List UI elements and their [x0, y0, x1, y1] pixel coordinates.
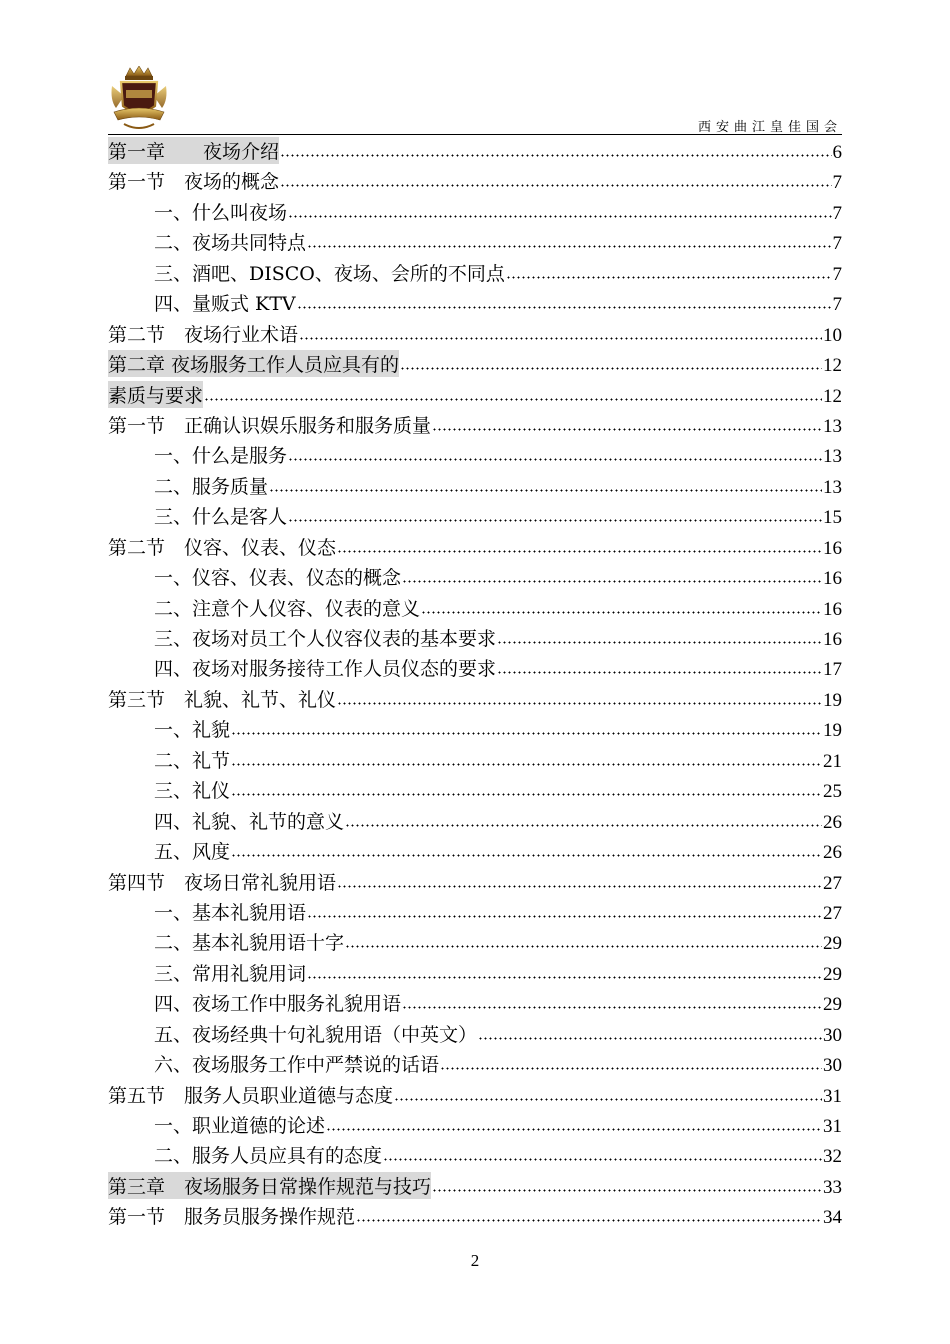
dot-leader: [497, 626, 822, 645]
toc-entry-page: 12: [823, 355, 842, 377]
dot-leader: [307, 961, 822, 980]
toc-entry[interactable]: [108, 654, 842, 684]
dot-leader: [497, 656, 822, 675]
toc-entry[interactable]: [108, 137, 842, 167]
toc-entry-page: 21: [823, 750, 842, 772]
toc-entry-title: 二、服务质量: [154, 475, 269, 498]
toc-entry-page: 31: [823, 1085, 842, 1107]
toc-entry[interactable]: [108, 685, 842, 715]
dot-leader: [402, 991, 822, 1010]
toc-entry-page: 13: [823, 415, 842, 437]
toc-entry[interactable]: [108, 472, 842, 502]
toc-entry[interactable]: [108, 1202, 842, 1232]
toc-entry-page: 31: [823, 1116, 842, 1137]
toc-entry-title: 四、夜场工作中服务礼貌用语: [154, 993, 402, 1016]
toc-entry[interactable]: [108, 898, 842, 928]
toc-entry-page: 29: [823, 963, 842, 985]
toc-entry-title: 第二章 夜场服务工作人员应具有的: [108, 350, 399, 377]
toc-entry-page: 16: [823, 629, 842, 650]
dot-leader: [402, 565, 822, 584]
dot-leader: [478, 1022, 822, 1041]
toc-entry-title: 第一节 夜场的概念: [108, 171, 280, 194]
toc-entry-title: 第二节 夜场行业术语: [108, 323, 299, 346]
toc-entry[interactable]: [108, 868, 842, 898]
dot-leader: [280, 139, 831, 158]
toc-entry[interactable]: [108, 289, 842, 319]
toc-entry[interactable]: [108, 1081, 842, 1111]
dot-leader: [231, 839, 822, 858]
toc-entry[interactable]: [108, 441, 842, 471]
toc-entry-page: 17: [823, 659, 842, 681]
toc-entry[interactable]: [108, 1172, 842, 1202]
dot-leader: [432, 1174, 822, 1193]
toc-entry-title: 一、仪容、仪表、仪态的概念: [154, 567, 402, 590]
dot-leader: [288, 443, 822, 462]
dot-leader: [421, 596, 822, 615]
toc-entry-page: 7: [832, 263, 842, 285]
dot-leader: [299, 322, 822, 341]
toc-entry[interactable]: [108, 533, 842, 563]
dot-leader: [506, 261, 832, 280]
toc-entry[interactable]: [108, 776, 842, 806]
toc-entry-title: 第一节 服务员服务操作规范: [108, 1206, 356, 1229]
dot-leader: [297, 291, 832, 310]
dot-leader: [280, 169, 831, 188]
toc-entry-title: 一、礼貌: [154, 719, 231, 742]
dot-leader: [337, 687, 822, 706]
toc-entry-page: 27: [823, 902, 842, 924]
dot-leader: [326, 1113, 822, 1132]
toc-entry-title: 三、夜场对员工个人仪容仪表的基本要求: [154, 628, 497, 650]
toc-entry-page: 29: [823, 933, 842, 955]
dot-leader: [345, 809, 822, 828]
toc-entry-page: 13: [823, 476, 842, 498]
toc-entry-page: 13: [823, 446, 842, 468]
toc-entry-title: 二、礼节: [154, 749, 231, 772]
dot-leader: [337, 535, 822, 554]
toc-entry[interactable]: [108, 1141, 842, 1171]
toc-entry-title: 二、注意个人仪容、仪表的意义: [154, 597, 421, 620]
dot-leader: [345, 930, 822, 949]
toc-entry-title: 二、基本礼貌用语十字: [154, 932, 345, 955]
toc-entry[interactable]: [108, 198, 842, 228]
toc-entry[interactable]: [108, 228, 842, 258]
toc-entry-page: 12: [823, 385, 842, 407]
toc-entry[interactable]: [108, 928, 842, 958]
toc-entry-title: 素质与要求: [108, 381, 203, 408]
toc-entry[interactable]: [108, 989, 842, 1019]
toc-entry[interactable]: [108, 715, 842, 745]
toc-entry[interactable]: [108, 807, 842, 837]
toc-entry-page: 16: [823, 598, 842, 620]
table-of-contents: [108, 137, 842, 1233]
dot-leader: [307, 900, 822, 919]
toc-entry[interactable]: [108, 837, 842, 867]
toc-entry-title: 第五节 服务人员职业道德与态度: [108, 1084, 394, 1107]
toc-entry-title: 五、夜场经典十句礼貌用语（中英文）: [154, 1023, 478, 1046]
toc-entry-title: 一、基本礼貌用语: [154, 901, 307, 924]
dot-leader: [432, 413, 822, 432]
toc-entry-page: 19: [823, 689, 842, 711]
toc-entry-page: 33: [823, 1176, 842, 1198]
dot-leader: [231, 748, 822, 767]
dot-leader: [307, 230, 831, 249]
page-number: 2: [470, 1251, 480, 1270]
toc-entry-page: 15: [823, 507, 842, 529]
toc-entry-title: 四、夜场对服务接待工作人员仪态的要求: [154, 658, 497, 681]
header-rule: [108, 134, 842, 135]
toc-entry[interactable]: [108, 1050, 842, 1080]
toc-entry-page: 7: [832, 294, 842, 316]
toc-entry-page: 30: [823, 1024, 842, 1046]
toc-entry-title: 四、量贩式 KTV: [154, 293, 296, 316]
toc-entry-title: 四、礼貌、礼节的意义: [154, 810, 345, 833]
toc-entry[interactable]: [108, 746, 842, 776]
toc-entry-title: 第三节 礼貌、礼节、礼仪: [108, 688, 337, 711]
header-company-name: 西安曲江皇佳国会: [697, 120, 842, 135]
toc-entry-page: 16: [823, 537, 842, 559]
toc-entry-page: 7: [832, 233, 842, 255]
dot-leader: [383, 1143, 822, 1162]
toc-entry-page: 7: [832, 172, 842, 194]
toc-entry-title: 六、夜场服务工作中严禁说的话语: [154, 1054, 440, 1077]
toc-entry-page: 19: [823, 720, 842, 742]
toc-entry-title: 三、什么是客人: [154, 506, 288, 529]
dot-leader: [394, 1083, 822, 1102]
toc-entry[interactable]: [108, 320, 842, 350]
dot-leader: [269, 474, 822, 493]
toc-entry-page: 30: [823, 1055, 842, 1077]
toc-entry[interactable]: [108, 259, 842, 289]
toc-entry[interactable]: [108, 959, 842, 989]
toc-entry-page: 7: [832, 202, 842, 224]
dot-leader: [231, 717, 822, 736]
toc-entry-title: 第一节 正确认识娱乐服务和服务质量: [108, 414, 432, 437]
toc-entry[interactable]: [108, 594, 842, 624]
toc-entry-title: 第一章 夜场介绍: [108, 137, 279, 164]
dot-leader: [440, 1052, 822, 1071]
toc-entry-title: 三、常用礼貌用词: [154, 962, 307, 985]
toc-entry-page: 16: [823, 568, 842, 590]
dot-leader: [204, 383, 822, 402]
toc-entry[interactable]: [108, 563, 842, 593]
toc-entry-title: 五、风度: [154, 841, 231, 864]
toc-entry-title: 三、礼仪: [154, 780, 231, 803]
toc-entry-title: 一、职业道德的论述: [154, 1115, 326, 1137]
toc-entry-page: 10: [823, 324, 842, 346]
toc-entry[interactable]: [108, 350, 842, 380]
toc-entry-title: 一、什么叫夜场: [154, 201, 288, 224]
toc-entry-title: 二、服务人员应具有的态度: [154, 1145, 383, 1168]
toc-entry[interactable]: [108, 624, 842, 654]
toc-entry-title: 第三章 夜场服务日常操作规范与技巧: [108, 1172, 431, 1199]
toc-entry-page: 34: [823, 1207, 842, 1229]
toc-entry-page: 25: [823, 781, 842, 803]
dot-leader: [337, 870, 822, 889]
toc-entry[interactable]: [108, 1020, 842, 1050]
toc-entry-page: 26: [823, 811, 842, 833]
toc-entry-title: 三、酒吧、DISCO、夜场、会所的不同点: [154, 262, 505, 285]
toc-entry-page: 29: [823, 994, 842, 1016]
toc-entry-title: 一、什么是服务: [154, 445, 288, 468]
dot-leader: [231, 778, 822, 797]
toc-entry-title: 第二节 仪容、仪表、仪态: [108, 536, 337, 559]
toc-entry[interactable]: [108, 1111, 842, 1141]
dot-leader: [356, 1204, 822, 1223]
dot-leader: [288, 504, 822, 523]
dot-leader: [288, 200, 831, 219]
toc-entry-page: 27: [823, 872, 842, 894]
toc-entry[interactable]: [108, 502, 842, 532]
toc-entry-page: 32: [823, 1146, 842, 1168]
toc-entry-page: 6: [832, 142, 842, 163]
toc-entry[interactable]: [108, 381, 842, 411]
toc-entry-title: 二、夜场共同特点: [154, 232, 307, 255]
toc-entry-title: 第四节 夜场日常礼貌用语: [108, 871, 337, 894]
toc-entry[interactable]: [108, 411, 842, 441]
toc-entry[interactable]: [108, 167, 842, 197]
toc-entry-page: 26: [823, 842, 842, 864]
dot-leader: [400, 352, 822, 371]
crown-crest-icon: [108, 66, 170, 132]
